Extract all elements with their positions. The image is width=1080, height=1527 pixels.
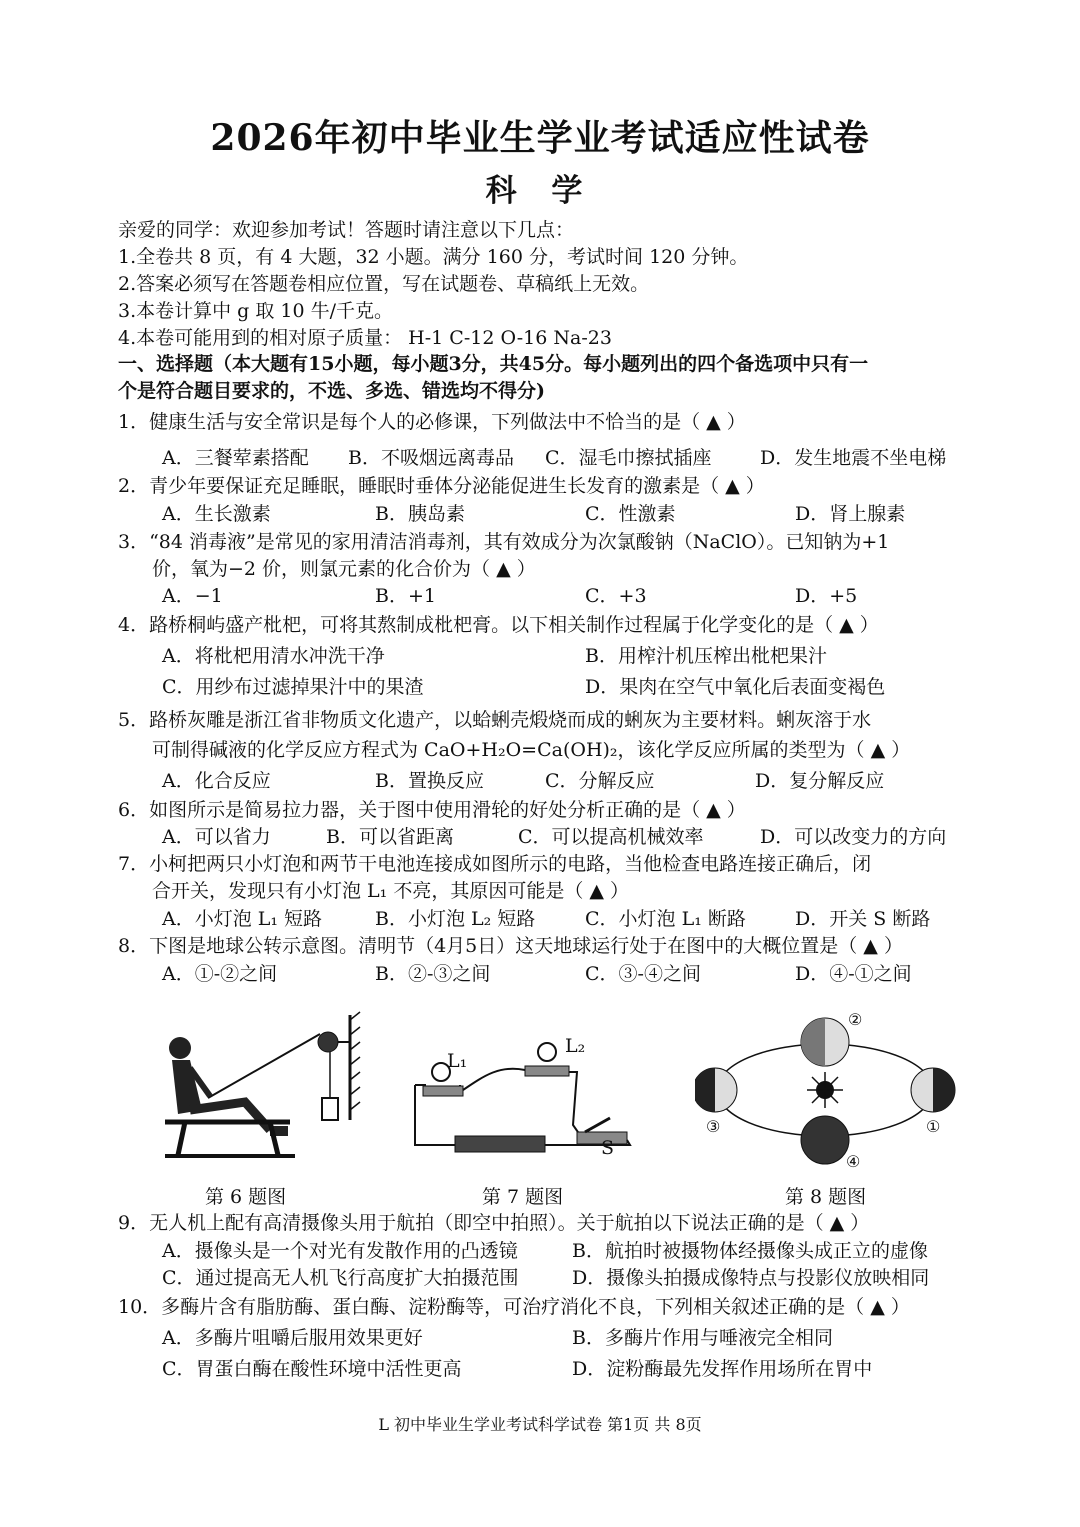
orbit-position-2: ②: [848, 1010, 863, 1029]
question-10-stem: 10．多酶片含有脂肪酶、蛋白酶、淀粉酶等，可治疗消化不良，下列相关叙述正确的是（ ▲ ）: [118, 1296, 910, 1318]
q5-option-b: B．置换反应: [375, 770, 484, 792]
q4-option-b: B．用榨汁机压榨出枇杷果汁: [585, 645, 827, 667]
bulb-l1-label: L₁: [447, 1050, 468, 1072]
orbit-position-1: ①: [926, 1117, 941, 1136]
q8-option-d: D．④-①之间: [795, 963, 912, 985]
q6-option-d: D．可以改变力的方向: [760, 826, 947, 848]
orbit-position-4: ④: [846, 1152, 861, 1171]
q1-option-b: B．不吸烟远离毒品: [348, 447, 514, 469]
question-9-stem: 9．无人机上配有高清摄像头用于航拍（即空中拍照）。关于航拍以下说法正确的是（ ▲ ）: [118, 1212, 870, 1234]
figure-8-earth-orbit-diagram: [695, 1010, 965, 1170]
page-title: 2026年初中毕业生学业考试适应性试卷: [210, 117, 870, 159]
q4-option-c: C．用纱布过滤掉果汁中的果渣: [162, 676, 424, 698]
q7-option-a: A．小灯泡 L₁ 短路: [162, 908, 323, 930]
section-heading: 个是符合题目要求的，不选、多选、错选均不得分): [118, 380, 545, 402]
q9-option-a: A．摄像头是一个对光有发散作用的凸透镜: [162, 1240, 518, 1262]
q10-option-d: D．淀粉酶最先发挥作用场所在胃中: [572, 1358, 873, 1380]
q3-option-c: C．+3: [585, 585, 647, 607]
q1-option-d: D．发生地震不坐电梯: [760, 447, 947, 469]
notes-intro: 亲爱的同学：欢迎参加考试！答题时请注意以下几点：: [118, 219, 575, 241]
question-2-stem: 2．青少年要保证充足睡眠，睡眠时垂体分泌能促进生长发育的激素是（ ▲ ）: [118, 475, 765, 497]
q3-option-b: B．+1: [375, 585, 436, 607]
q3-option-d: D．+5: [795, 585, 858, 607]
figure-6-caption: 第 6 题图: [205, 1186, 287, 1208]
question-3-stem: 3．“84 消毒液”是常见的家用清洁消毒剂，其有效成分为次氯酸钠（NaClO）。已知钠为+1: [118, 531, 890, 553]
q9-option-d: D．摄像头拍摄成像特点与投影仪放映相同: [572, 1267, 930, 1289]
q3-option-a: A．−1: [162, 585, 223, 607]
q1-option-a: A．三餐荤素搭配: [162, 447, 309, 469]
q6-option-a: A．可以省力: [162, 826, 271, 848]
subject-title: 科 学: [485, 173, 595, 209]
q6-option-b: B．可以省距离: [326, 826, 454, 848]
q2-option-b: B．胰岛素: [375, 503, 465, 525]
figure-7-caption: 第 7 题图: [482, 1186, 564, 1208]
question-5-stem-cont: 可制得碱液的化学反应方程式为 CaO+H₂O=Ca(OH)₂，该化学反应所属的类型为（ ▲ ）: [152, 739, 911, 761]
question-6-stem: 6．如图所示是简易拉力器，关于图中使用滑轮的好处分析正确的是（ ▲ ）: [118, 799, 746, 821]
q6-option-c: C．可以提高机械效率: [518, 826, 704, 848]
section-heading: 一、选择题（本大题有15小题，每小题3分，共45分。每小题列出的四个备选项中只有一: [118, 353, 869, 375]
orbit-position-3: ③: [706, 1117, 721, 1136]
q2-option-a: A．生长激素: [162, 503, 271, 525]
q7-option-b: B．小灯泡 L₂ 短路: [375, 908, 536, 930]
question-5-stem: 5．路桥灰雕是浙江省非物质文化遗产，以蛤蜊壳煅烧而成的蜊灰为主要材料。蜊灰溶于水: [118, 709, 872, 731]
q8-option-b: B．②-③之间: [375, 963, 491, 985]
q4-option-a: A．将枇杷用清水冲洗干净: [162, 645, 385, 667]
question-8-stem: 8．下图是地球公转示意图。清明节（4月5日）这天地球运行处于在图中的大概位置是（ ▲ ）: [118, 935, 903, 957]
question-7-stem: 7．小柯把两只小灯泡和两节干电池连接成如图所示的电路，当他检查电路连接正确后，闭: [118, 853, 872, 875]
q4-option-d: D．果肉在空气中氧化后表面变褐色: [585, 676, 886, 698]
bulb-l2-label: L₂: [565, 1035, 586, 1057]
figure-8-caption: 第 8 题图: [785, 1186, 867, 1208]
question-3-stem-cont: 价，氧为−2 价，则氯元素的化合价为（ ▲ ）: [152, 558, 536, 580]
q10-option-b: B．多酶片作用与唾液完全相同: [572, 1327, 833, 1349]
figure-6-pulley-diagram: [150, 1010, 370, 1170]
q1-option-c: C．湿毛巾擦拭插座: [545, 447, 712, 469]
switch-s-label: S: [601, 1137, 615, 1159]
question-7-stem-cont: 合开关，发现只有小灯泡 L₁ 不亮，其原因可能是（ ▲ ）: [152, 880, 630, 902]
q5-option-c: C．分解反应: [545, 770, 655, 792]
note-item: 1.全卷共 8 页，有 4 大题，32 小题。满分 160 分，考试时间 120 分钟。: [118, 246, 749, 268]
q5-option-d: D．复分解反应: [755, 770, 885, 792]
q2-option-c: C．性激素: [585, 503, 676, 525]
q9-option-b: B．航拍时被摄物体经摄像头成正立的虚像: [572, 1240, 928, 1262]
q5-option-a: A．化合反应: [162, 770, 271, 792]
page-footer: L 初中毕业生学业考试科学试卷 第1页 共 8页: [378, 1415, 702, 1434]
q10-option-a: A．多酶片咀嚼后服用效果更好: [162, 1327, 423, 1349]
q7-option-d: D．开关 S 断路: [795, 908, 931, 930]
q9-option-c: C．通过提高无人机飞行高度扩大拍摄范围: [162, 1267, 519, 1289]
q2-option-d: D．肾上腺素: [795, 503, 906, 525]
question-1-stem: 1．健康生活与安全常识是每个人的必修课，下列做法中不恰当的是（ ▲ ）: [118, 411, 746, 433]
question-4-stem: 4．路桥桐屿盛产枇杷，可将其熬制成枇杷膏。以下相关制作过程属于化学变化的是（ ▲ ）: [118, 614, 879, 636]
note-item: 4.本卷可能用到的相对原子质量： H-1 C-12 O-16 Na-23: [118, 327, 612, 349]
q10-option-c: C．胃蛋白酶在酸性环境中活性更高: [162, 1358, 462, 1380]
note-item: 3.本卷计算中 g 取 10 牛/千克。: [118, 300, 394, 322]
q8-option-c: C．③-④之间: [585, 963, 701, 985]
q7-option-c: C．小灯泡 L₁ 断路: [585, 908, 746, 930]
note-item: 2.答案必须写在答题卷相应位置，写在试题卷、草稿纸上无效。: [118, 273, 650, 295]
q8-option-a: A．①-②之间: [162, 963, 278, 985]
